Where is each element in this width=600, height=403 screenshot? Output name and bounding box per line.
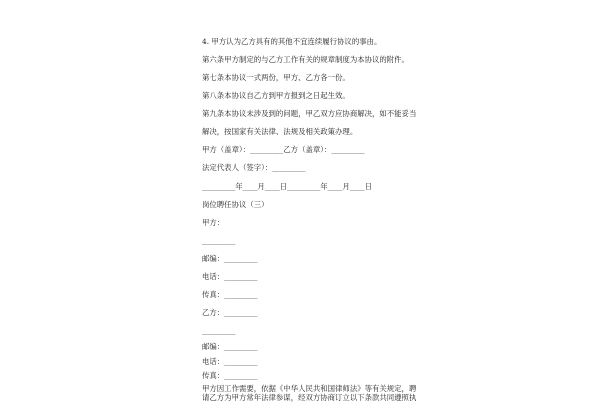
text-line: 甲方因工作需要，依据《中华人民共和国律师法》等有关规定，聘 [202, 384, 417, 393]
text-line: 4. 甲方认为乙方具有的其他不宜连续履行协议的事由。 [202, 37, 382, 46]
party-b-postcode: 邮编：_________ [202, 342, 258, 351]
party-b-label: 乙方：_________ [202, 308, 258, 317]
party-a-label: 甲方： [202, 218, 225, 227]
date-line: _________年____月____日_________年____月____日 [202, 182, 372, 191]
party-a-phone: 电话：_________ [202, 272, 258, 281]
text-line: 请乙方为甲方常年法律参谋，经双方协商订立以下条款共同遵照执 [202, 393, 417, 402]
party-a-fax: 传真：_________ [202, 290, 258, 299]
text-line: 第九条本协议未涉及到的问题，甲乙双方应协商解决，如不能妥当 [202, 109, 417, 118]
text-line: 第七条本协议一式两份，甲方、乙方各一份。 [202, 73, 350, 82]
party-b-phone: 电话：_________ [202, 357, 258, 366]
party-a-postcode: 邮编：_________ [202, 254, 258, 263]
text-line: 第八条本协议自乙方到甲方报到之日起生效。 [202, 91, 350, 100]
text-line: 第六条甲方制定的与乙方工作有关的规章制度为本协议的附件。 [202, 55, 409, 64]
party-a-blank: _________ [202, 236, 236, 245]
party-b-fax: 传真：_________ [202, 371, 258, 380]
party-b-blank: _________ [202, 326, 236, 335]
text-line: 解决，按国家有关法律、法规及相关政策办理。 [202, 127, 358, 136]
representative-line: 法定代表人（签字）：_________ [202, 163, 306, 172]
section-title: 岗位聘任协议（三） [202, 200, 269, 209]
signature-line: 甲方（盖章）：_________乙方（盖章）：_________ [202, 145, 365, 154]
